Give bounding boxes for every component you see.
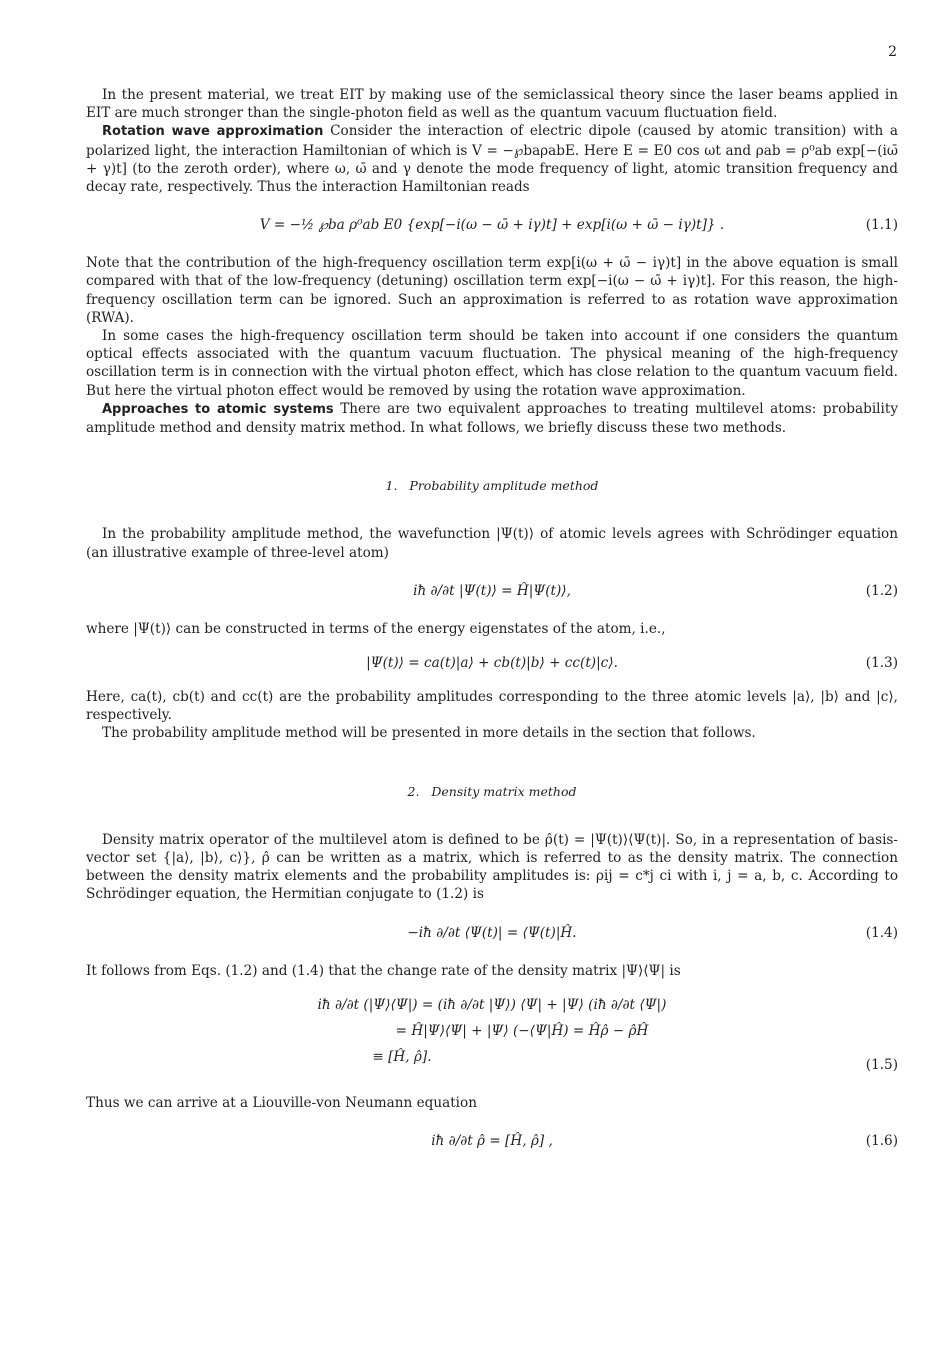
runin-heading-rwa: Rotation wave approximation: [102, 124, 324, 140]
equation-1-2: [86, 574, 898, 608]
paragraph-more-details: The probability amplitude method will be presented in more details in the section that follows.: [102, 725, 756, 742]
section-heading-2: [86, 783, 898, 801]
paragraph-approaches: [86, 400, 898, 437]
paragraph-rwa: [86, 122, 898, 196]
paragraph-density-matrix: Density matrix operator of the multilevel atom is defined to be ρ̂(t) = |Ψ(t)⟩⟨Ψ(t)|. So, in a representation of basis-vector set {|a⟩, |b⟩, c⟩}, ρ̂ can be written as a matrix, which is referred to as the density matrix. The connection between the density matrix elements and the probability amplitudes is: ρij = c*j ci with i, j = a, b, c. According to Schrödinger equation, the Hermitian conjugate to (1.2) is: [86, 831, 898, 903]
paragraph-cases: In some cases the high-frequency oscillation term should be taken into account if one considers the quantum optical effects associated with the quantum vacuum fluctuation. The physical meaning of the high-frequency oscillation term is in connection with the virtual photon effect, which has close relation to the quantum vacuum field. But here the virtual photon effect would be removed by using the rotation wave approximation.: [86, 328, 898, 399]
rwa-text: Consider the interaction of electric dipole (caused by atomic transition) with a polarized light, the interaction Hamiltonian of which is V = −℘baρabE. Here E = E0 cos ωt and ρab = ρ⁰ab exp[−(iω̄ + γ)t] (to the zeroth order), where ω, ω̄ and γ denote the mode frequency of light, atomic transition frequency and decay rate, respectively. Thus the interaction Hamiltonian reads: [86, 123, 899, 196]
equation-1-6: [86, 1124, 898, 1158]
equation-tag: (1.5): [865, 1056, 898, 1073]
equation-body: iħ ∂/∂t |Ψ(t)⟩ = Ĥ|Ψ(t)⟩,: [413, 582, 571, 599]
equation-1-4: [86, 916, 898, 950]
paragraph-here: Here, ca(t), cb(t) and cc(t) are the probability amplitudes corresponding to the three atomic levels |a⟩, |b⟩ and |c⟩, respectively.: [86, 689, 898, 724]
equation-body: V = −½ ℘ba ρ⁰ab E0 {exp[−i(ω − ω̄ + iγ)t] + exp[i(ω + ω̄ − iγ)t]} .: [259, 217, 725, 234]
section-heading-1: [86, 477, 898, 495]
page-number: 2: [888, 44, 897, 60]
paragraph-note: Note that the contribution of the high-frequency oscillation term exp[i(ω + ω̄ − iγ)t] in the above equation is small compared with that of the low-frequency (detuning) oscillation term exp[−i(ω − ω̄ + iγ)t]. For this reason, the high-frequency oscillation term can be ignored. Such an approximation is referred to as rotation wave approximation (RWA).: [86, 255, 898, 326]
paragraph-probability-amplitude: In the probability amplitude method, the wavefunction |Ψ(t)⟩ of atomic levels agrees with Schrödinger equation (an illustrative example of three-level atom): [86, 526, 898, 561]
equation-1-3: [86, 650, 898, 676]
section-title: Density matrix method: [431, 783, 577, 799]
paragraph-where: where |Ψ(t)⟩ can be constructed in terms of the energy eigenstates of the atom, i.e.,: [86, 620, 666, 637]
equation-line-3: ≡ [Ĥ, ρ̂].: [372, 1048, 432, 1065]
approaches-text: There are two equivalent approaches to treating multilevel atoms: probability amplitude method and density matrix method. In what follows, we briefly discuss these two methods.: [86, 400, 898, 437]
equation-tag: (1.1): [865, 217, 898, 234]
section-number: 2.: [407, 783, 420, 799]
section-number: 1.: [385, 478, 398, 494]
equation-1-1: [86, 208, 898, 242]
paragraph-intro: In the present material, we treat EIT by making use of the semiclassical theory since the laser beams applied in EIT are much stronger than the single-photon field as well as the quantum vacuum fluctuation field.: [86, 87, 898, 122]
paragraph-follows: It follows from Eqs. (1.2) and (1.4) that the change rate of the density matrix |Ψ⟩⟨Ψ| is: [86, 962, 681, 979]
equation-1-5: [86, 992, 898, 1082]
equation-tag: (1.2): [865, 582, 898, 599]
equation-body: |Ψ(t)⟩ = ca(t)|a⟩ + cb(t)|b⟩ + cc(t)|c⟩.: [366, 655, 618, 672]
equation-line-2: = Ĥ|Ψ⟩⟨Ψ| + |Ψ⟩ (−⟨Ψ|Ĥ) = Ĥρ̂ − ρ̂Ĥ: [395, 1022, 649, 1039]
equation-tag: (1.4): [865, 924, 898, 941]
paragraph-thus: Thus we can arrive at a Liouville-von Neumann equation: [86, 1094, 477, 1111]
equation-tag: (1.3): [865, 655, 898, 672]
equation-body: iħ ∂/∂t ρ̂ = [Ĥ, ρ̂] ,: [431, 1133, 553, 1150]
equation-line-1: iħ ∂/∂t (|Ψ⟩⟨Ψ|) = (iħ ∂/∂t |Ψ⟩) ⟨Ψ| + |Ψ⟩ (iħ ∂/∂t ⟨Ψ|): [317, 996, 667, 1013]
equation-tag: (1.6): [865, 1133, 898, 1150]
section-title: Probability amplitude method: [409, 478, 599, 494]
equation-body: −iħ ∂/∂t ⟨Ψ(t)| = ⟨Ψ(t)|Ĥ.: [407, 924, 577, 941]
main-column: [86, 86, 898, 1170]
runin-heading-approaches: Approaches to atomic systems: [102, 401, 334, 417]
